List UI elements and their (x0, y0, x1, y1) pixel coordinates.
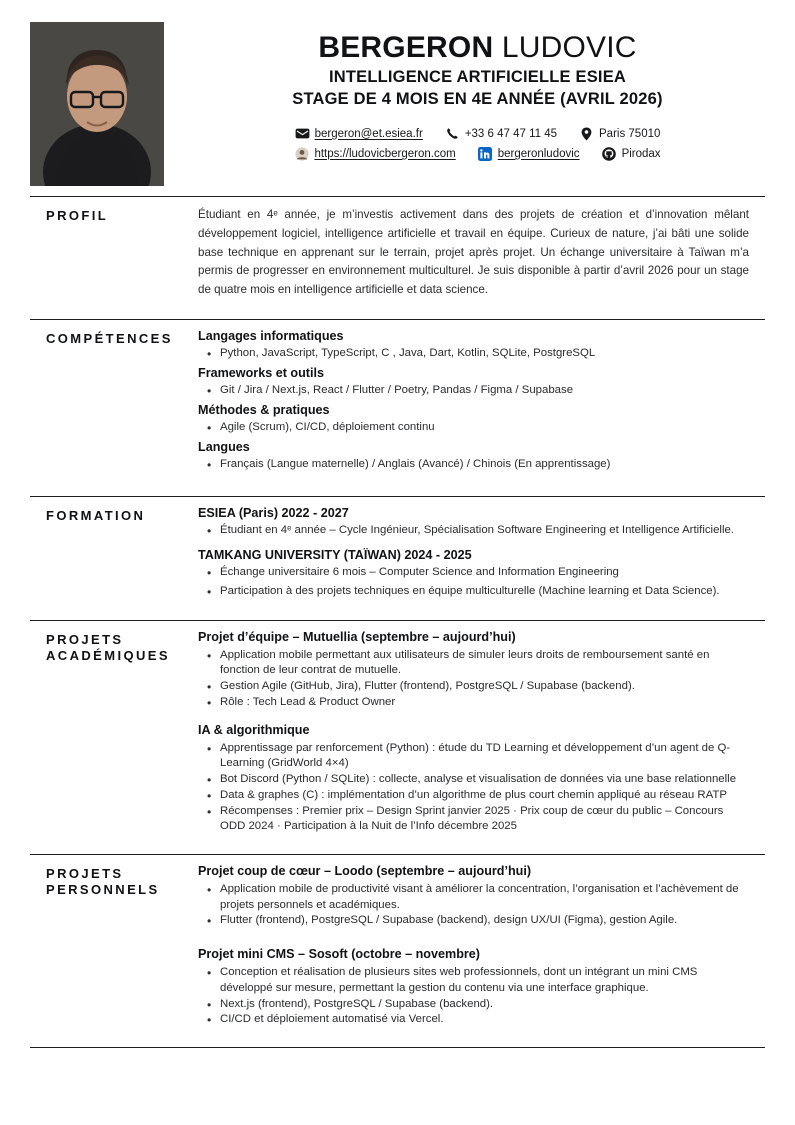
list-item: • Application mobile de productivité visant à améliorer la concentration, l’organisation et l’achèvement de projets personnels et académiques. (220, 882, 749, 913)
resume-header (30, 22, 765, 186)
map-pin-icon (579, 126, 594, 141)
contact-location-text: Paris 75010 (599, 127, 661, 140)
contact-email[interactable] (295, 126, 423, 141)
subtitle-line-1: INTELLIGENCE ARTIFICIELLE ESIEA (328, 67, 627, 86)
contact-github-text: Pirodax (621, 147, 661, 160)
list-item: • Rôle : Tech Lead & Product Owner (220, 695, 749, 711)
header-text (164, 22, 765, 161)
github-icon (602, 146, 617, 161)
profil-text: Étudiant en 4ᵉ année, je m’investis activement dans des projets de création et d’innovation mêlant développement logiciel, intelligence artificielle et travail en équipe. Curieux de nature, j’ai bâti une solide base technique en apprenant sur le terrain, projet après projet. Un échange universitaire à Taïwan m’a permis de progresser en environnement multiculturel. Je suis disponible à partir d’avril 2026 pour un stage de quatre mois en intelligence artificielle et data science. (198, 208, 749, 297)
project-label: Projet d’équipe – Mutuellia (septembre – aujourd’hui) (198, 629, 516, 644)
contact-phone-text: +33 6 47 47 11 45 (464, 127, 558, 140)
avatar-icon (294, 146, 309, 161)
list-item: • Participation à des projets techniques en équipe multiculturelle (Machine learning et Data Science). (220, 583, 749, 600)
list-item: • Échange universitaire 6 mois – Computer Science and Information Engineering (220, 564, 749, 581)
contact-website[interactable] (294, 146, 455, 161)
list-item: • Conception et réalisation de plusieurs sites web professionnels, dont un intégrant un mini CMS développé sur mesure, permettant la gestion du contenu via une interface graphique. (220, 965, 749, 996)
divider-bottom (30, 1047, 765, 1048)
section-formation (30, 497, 765, 609)
list-item: • Data & graphes (C) : implémentation d’un algorithme de plus court chemin appliqué au réseau RATP (220, 788, 749, 804)
linkedin-icon (478, 146, 493, 161)
list-item: • Étudiant en 4ᵉ année – Cycle Ingénieur, Spécialisation Software Engineering et Intelligence Artificielle. (220, 522, 749, 539)
contact-row-1 (295, 126, 661, 141)
list-item: • Gestion Agile (GitHub, Jira), Flutter (frontend), PostgreSQL / Supabase (backend). (220, 679, 749, 695)
section-title-projets-academiques (30, 630, 198, 665)
contact-github[interactable] (602, 146, 661, 161)
section-title-projets-personnels (30, 864, 198, 899)
project-label: Projet mini CMS – Sosoft (octobre – novembre) (198, 947, 481, 962)
competence-group-label: Langages informatiques (198, 328, 344, 343)
contact-row-2 (294, 146, 660, 161)
envelope-icon (295, 126, 310, 141)
subtitle-line-2: STAGE DE 4 MOIS EN 4E ANNÉE (AVRIL 2026) (292, 89, 663, 108)
contact-phone (445, 126, 557, 141)
contact-list (190, 126, 765, 161)
list-item: • Git / Jira / Next.js, React / Flutter / Poetry, Pandas / Figma / Supabase (220, 382, 749, 399)
section-title-line-2: PERSONNELS (46, 882, 160, 898)
list-item: • Application mobile permettant aux utilisateurs de simuler leurs droits de remboursement santé en fonction de leur contrat de mutuelle. (220, 648, 749, 679)
page-title (190, 32, 765, 64)
list-item: • Récompenses : Premier prix – Design Sprint janvier 2025 · Prix coup de cœur du public – Concours ODD 2024 · Participation à la Nuit de l’Info décembre 2025 (220, 804, 749, 835)
section-title-line-2: ACADÉMIQUES (46, 647, 170, 663)
formation-entry-label: TAMKANG UNIVERSITY (TAÏWAN) 2024 - 2025 (198, 548, 472, 563)
list-item: • Python, JavaScript, TypeScript, C , Java, Dart, Kotlin, SQLite, PostgreSQL (220, 345, 749, 362)
section-title-profil: PROFIL (46, 208, 109, 223)
list-item: • Flutter (frontend), PostgreSQL / Supabase (backend), design UX/UI (Figma), gestion Agile. (220, 913, 749, 929)
list-item: • Agile (Scrum), CI/CD, déploiement continu (220, 419, 749, 436)
contact-website-text: https://ludovicbergeron.com (314, 147, 456, 160)
contact-linkedin[interactable] (478, 146, 580, 161)
section-title-line-1: PROJETS (46, 631, 124, 647)
section-projets-academiques (30, 621, 765, 844)
contact-linkedin-text: bergeronludovic (497, 147, 580, 160)
section-title-line-1: PROJETS (46, 866, 124, 882)
list-item: • CI/CD et déploiement automatisé via Vercel. (220, 1012, 749, 1028)
project-label: Projet coup de cœur – Loodo (septembre – aujourd’hui) (198, 864, 532, 879)
competence-group-label: Langues (198, 440, 250, 455)
competence-group-label: Méthodes & pratiques (198, 403, 330, 418)
contact-email-text: bergeron@et.esiea.fr (314, 127, 423, 140)
list-item: • Français (Langue maternelle) / Anglais (Avancé) / Chinois (En apprentissage) (220, 456, 749, 473)
name-last: BERGERON (318, 31, 494, 64)
contact-location (579, 126, 660, 141)
section-profil (30, 197, 765, 309)
project-label: IA & algorithmique (198, 722, 310, 737)
section-competences (30, 320, 765, 486)
name-first: LUDOVIC (501, 31, 637, 64)
profile-photo (30, 22, 164, 186)
competence-group-label: Frameworks et outils (198, 366, 324, 381)
section-projets-personnels (30, 855, 765, 1037)
list-item: • Next.js (frontend), PostgreSQL / Supabase (backend). (220, 997, 749, 1013)
section-title-competences: COMPÉTENCES (46, 330, 173, 346)
section-title-formation: FORMATION (46, 508, 146, 524)
list-item: • Apprentissage par renforcement (Python) : étude du TD Learning et développement d’un agent de Q-Learning (GridWorld 4×4) (220, 741, 749, 772)
list-item: • Bot Discord (Python / SQLite) : collecte, analyse et visualisation de données via une base relationnelle (220, 772, 749, 788)
phone-icon (445, 126, 460, 141)
formation-entry-label: ESIEA (Paris) 2022 - 2027 (198, 506, 349, 521)
